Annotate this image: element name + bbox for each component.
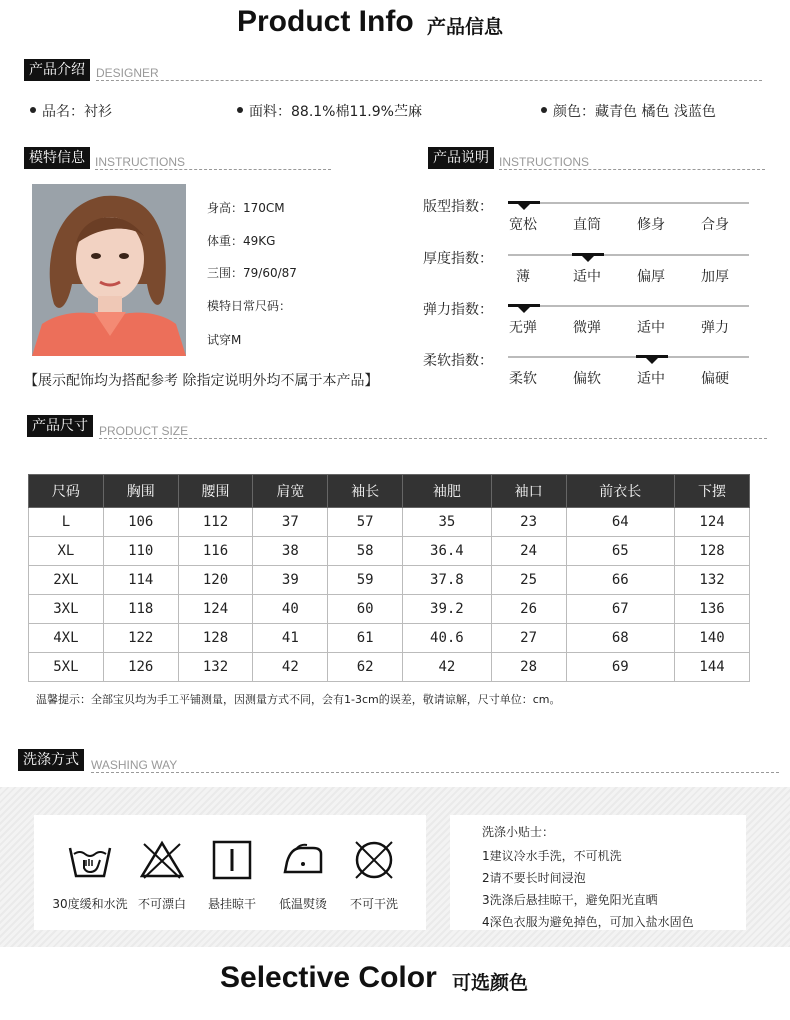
washing-icon-label: 不可漂白 bbox=[137, 897, 186, 911]
table-cell: 62 bbox=[328, 653, 403, 682]
index-option: 偏厚 bbox=[637, 269, 665, 285]
table-cell: 126 bbox=[103, 653, 178, 682]
section-sub-description: INSTRUCTIONS bbox=[499, 155, 589, 169]
divider bbox=[96, 80, 762, 81]
section-sub-size: PRODUCT SIZE bbox=[99, 424, 189, 438]
section-tag-description: 产品说明 bbox=[428, 147, 494, 169]
table-row bbox=[29, 624, 750, 653]
divider bbox=[95, 169, 331, 170]
table-cell: 58 bbox=[328, 537, 403, 566]
washing-icon-label: 悬挂晾干 bbox=[207, 897, 256, 911]
washing-tips-box bbox=[450, 815, 746, 930]
table-cell: 36.4 bbox=[403, 537, 492, 566]
model-photo bbox=[32, 184, 186, 356]
table-cell: 128 bbox=[178, 624, 253, 653]
table-cell: 40 bbox=[253, 595, 328, 624]
table-cell: XL bbox=[29, 537, 104, 566]
index-option: 微弹 bbox=[573, 320, 601, 336]
table-cell: 60 bbox=[328, 595, 403, 624]
index-option: 适中 bbox=[637, 320, 665, 336]
table-row bbox=[29, 595, 750, 624]
index-scale-line bbox=[508, 305, 749, 307]
size-table bbox=[28, 474, 750, 682]
table-cell: 39 bbox=[253, 566, 328, 595]
size-table-header-cell: 胸围 bbox=[103, 475, 178, 508]
table-cell: 38 bbox=[253, 537, 328, 566]
page-title-en: Product Info bbox=[237, 5, 414, 38]
index-option: 宽松 bbox=[509, 217, 537, 233]
size-table-header bbox=[29, 475, 750, 508]
model-tried-size: 试穿M bbox=[207, 333, 242, 347]
divider bbox=[499, 169, 765, 170]
table-row bbox=[29, 508, 750, 537]
page-title-cn: 产品信息 bbox=[427, 16, 504, 38]
table-cell: 2XL bbox=[29, 566, 104, 595]
table-cell: 37.8 bbox=[403, 566, 492, 595]
table-cell: 5XL bbox=[29, 653, 104, 682]
size-table-header-cell: 下摆 bbox=[675, 475, 750, 508]
table-cell: 24 bbox=[491, 537, 566, 566]
index-option: 直筒 bbox=[573, 217, 601, 233]
table-cell: 69 bbox=[566, 653, 675, 682]
index-pointer-icon bbox=[518, 307, 530, 313]
table-cell: 35 bbox=[403, 508, 492, 537]
size-table-header-cell: 袖长 bbox=[328, 475, 403, 508]
table-cell: 144 bbox=[675, 653, 750, 682]
washing-tips-title: 洗涤小贴士： bbox=[482, 825, 555, 839]
model-measurements: 三围：79/60/87 bbox=[207, 266, 297, 280]
washing-icon-label: 不可干洗 bbox=[349, 897, 398, 911]
size-table-header-cell: 腰围 bbox=[178, 475, 253, 508]
index-option: 无弹 bbox=[509, 320, 537, 336]
hand-wash-30-icon bbox=[68, 840, 112, 884]
section-sub-washing: WASHING WAY bbox=[91, 758, 178, 772]
table-cell: 128 bbox=[675, 537, 750, 566]
washing-icon-label: 低温熨烫 bbox=[278, 897, 327, 911]
divider bbox=[99, 438, 767, 439]
table-cell: 68 bbox=[566, 624, 675, 653]
accessory-note: 【展示配饰均为搭配参考 除指定说明外均不属于本产品】 bbox=[24, 373, 379, 389]
hang-dry-icon bbox=[210, 840, 254, 884]
size-table-header-cell: 肩宽 bbox=[253, 475, 328, 508]
index-option: 偏软 bbox=[573, 371, 601, 387]
model-weight: 体重：49KG bbox=[207, 234, 276, 248]
size-table-header-cell: 袖口 bbox=[491, 475, 566, 508]
washing-tip: 4深色衣服为避免掉色，可加入盐水固色 bbox=[482, 915, 694, 929]
index-pointer-icon bbox=[582, 256, 594, 262]
table-cell: 124 bbox=[178, 595, 253, 624]
table-cell: 57 bbox=[328, 508, 403, 537]
index-pointer-icon bbox=[646, 358, 658, 364]
index-option: 偏硬 bbox=[701, 371, 729, 387]
bullet-icon bbox=[237, 107, 243, 113]
table-cell: 4XL bbox=[29, 624, 104, 653]
table-cell: 136 bbox=[675, 595, 750, 624]
footer-title-en: Selective Color bbox=[220, 961, 437, 994]
washing-tip: 1建议冷水手洗，不可机洗 bbox=[482, 849, 622, 863]
table-cell: 3XL bbox=[29, 595, 104, 624]
section-tag-washing: 洗涤方式 bbox=[18, 749, 84, 771]
table-cell: 65 bbox=[566, 537, 675, 566]
table-cell: 25 bbox=[491, 566, 566, 595]
index-option: 加厚 bbox=[701, 269, 729, 285]
measurement-tip: 温馨提示：全部宝贝均为手工平铺测量，因测量方式不同，会有1-3cm的误差，敬请谅解，尺寸单位：cm。 bbox=[36, 693, 561, 706]
section-tag-model: 模特信息 bbox=[24, 147, 90, 169]
low-iron-icon bbox=[281, 840, 325, 884]
table-cell: 110 bbox=[103, 537, 178, 566]
table-cell: 114 bbox=[103, 566, 178, 595]
table-cell: 116 bbox=[178, 537, 253, 566]
table-cell: 23 bbox=[491, 508, 566, 537]
table-row bbox=[29, 566, 750, 595]
index-scale-line bbox=[508, 254, 749, 256]
table-cell: 124 bbox=[675, 508, 750, 537]
bullet-icon bbox=[541, 107, 547, 113]
section-sub-model: INSTRUCTIONS bbox=[95, 155, 185, 169]
washing-tip: 3洗涤后悬挂晾干，避免阳光直晒 bbox=[482, 893, 658, 907]
table-cell: 132 bbox=[178, 653, 253, 682]
table-cell: L bbox=[29, 508, 104, 537]
table-row bbox=[29, 653, 750, 682]
washing-icon-label: 30度缓和水洗 bbox=[52, 897, 128, 911]
table-cell: 41 bbox=[253, 624, 328, 653]
size-table-header-cell: 前衣长 bbox=[566, 475, 675, 508]
section-tag-intro: 产品介绍 bbox=[24, 59, 90, 81]
washing-icons-box bbox=[34, 815, 426, 930]
index-label: 柔软指数： bbox=[423, 353, 493, 369]
table-cell: 112 bbox=[178, 508, 253, 537]
index-option: 薄 bbox=[516, 269, 530, 285]
size-table-header-cell: 尺码 bbox=[29, 475, 104, 508]
no-dry-clean-icon bbox=[352, 840, 396, 884]
table-row bbox=[29, 537, 750, 566]
index-label: 弹力指数： bbox=[423, 302, 493, 318]
table-cell: 39.2 bbox=[403, 595, 492, 624]
index-label: 厚度指数： bbox=[423, 251, 493, 267]
table-cell: 122 bbox=[103, 624, 178, 653]
table-cell: 106 bbox=[103, 508, 178, 537]
product-name: 品名：衬衫 bbox=[30, 101, 112, 121]
table-cell: 140 bbox=[675, 624, 750, 653]
index-option: 合身 bbox=[701, 217, 729, 233]
table-cell: 42 bbox=[253, 653, 328, 682]
table-cell: 120 bbox=[178, 566, 253, 595]
index-option: 修身 bbox=[637, 217, 665, 233]
index-option: 适中 bbox=[573, 269, 601, 285]
washing-tip: 2请不要长时间浸泡 bbox=[482, 871, 586, 885]
model-portrait-image bbox=[32, 184, 186, 356]
index-option: 柔软 bbox=[509, 371, 537, 387]
table-cell: 26 bbox=[491, 595, 566, 624]
section-sub-intro: DESIGNER bbox=[96, 66, 159, 80]
table-cell: 67 bbox=[566, 595, 675, 624]
index-option: 适中 bbox=[637, 371, 665, 387]
model-usual-size: 模特日常尺码： bbox=[207, 299, 292, 313]
bullet-icon bbox=[30, 107, 36, 113]
index-option: 弹力 bbox=[701, 320, 729, 336]
index-scale-line bbox=[508, 356, 749, 358]
product-fabric: 面料：88.1%棉11.9%苎麻 bbox=[237, 101, 422, 121]
table-cell: 118 bbox=[103, 595, 178, 624]
size-table-header-cell: 袖肥 bbox=[403, 475, 492, 508]
section-tag-size: 产品尺寸 bbox=[27, 415, 93, 437]
product-colors: 颜色：藏青色 橘色 浅蓝色 bbox=[541, 101, 716, 121]
table-cell: 40.6 bbox=[403, 624, 492, 653]
table-cell: 42 bbox=[403, 653, 492, 682]
table-cell: 27 bbox=[491, 624, 566, 653]
footer-title-cn: 可选颜色 bbox=[452, 972, 529, 994]
index-label: 版型指数： bbox=[423, 199, 493, 215]
index-scale-line bbox=[508, 202, 749, 204]
table-cell: 64 bbox=[566, 508, 675, 537]
table-cell: 132 bbox=[675, 566, 750, 595]
table-cell: 61 bbox=[328, 624, 403, 653]
divider bbox=[91, 772, 779, 773]
table-cell: 59 bbox=[328, 566, 403, 595]
table-cell: 66 bbox=[566, 566, 675, 595]
table-cell: 28 bbox=[491, 653, 566, 682]
index-pointer-icon bbox=[518, 204, 530, 210]
table-cell: 37 bbox=[253, 508, 328, 537]
no-bleach-icon bbox=[140, 840, 184, 884]
model-height: 身高：170CM bbox=[207, 201, 285, 215]
